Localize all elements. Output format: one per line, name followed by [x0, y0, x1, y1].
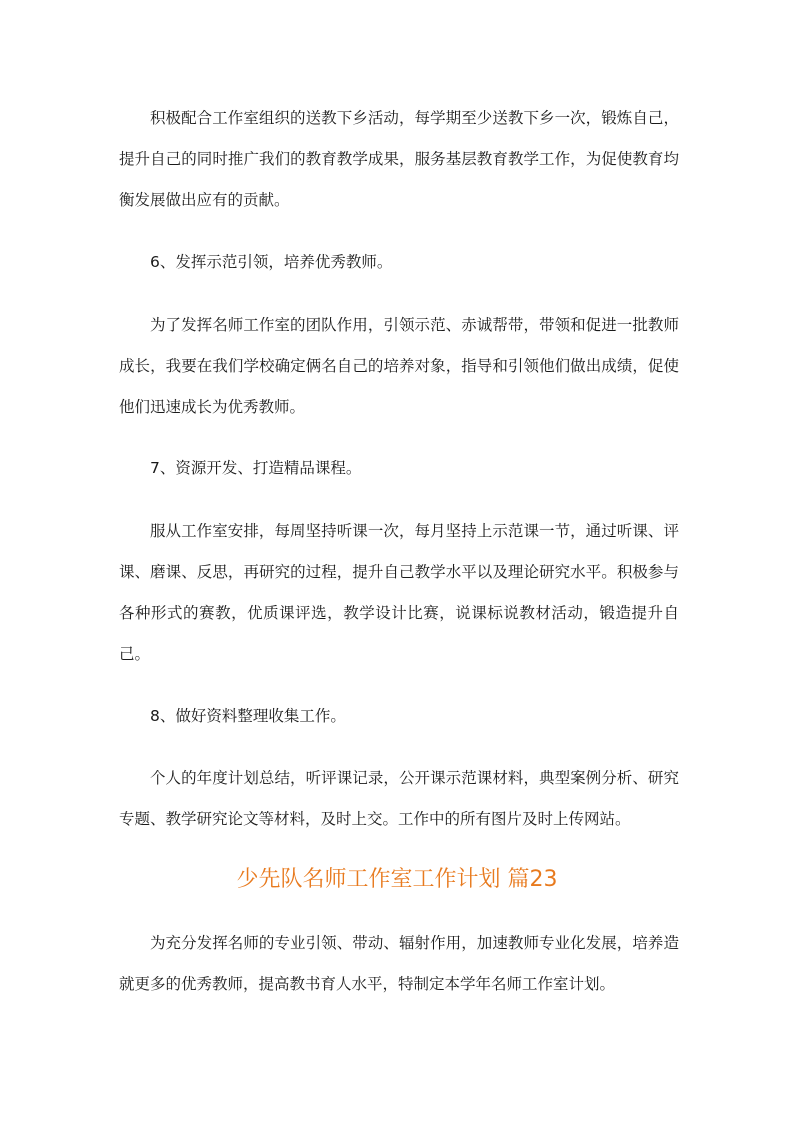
heading-item-8: 8、做好资料整理收集工作。	[150, 707, 346, 725]
paragraph-outreach: 积极配合工作室组织的送教下乡活动，每学期至少送教下乡一次，锻炼自己，提升自己的同时推广我们的教育教学成果，服务基层教育教学工作，为促使教育均衡发展做出应有的贡献。	[119, 109, 679, 209]
heading-item-6: 6、发挥示范引领，培养优秀教师。	[150, 253, 393, 271]
section-title: 少先队名师工作室工作计划 篇23	[236, 867, 558, 892]
paragraph-courses: 服从工作室安排，每周坚持听课一次，每月坚持上示范课一节，通过听课、评课、磨课、反思，再研究的过程，提升自己教学水平以及理论研究水平。积极参与各种形式的赛教，优质课评选，教学设计比赛，说课标说教材活动，锻造提升自己。	[119, 522, 679, 663]
paragraph-materials: 个人的年度计划总结，听评课记录，公开课示范课材料，典型案例分析、研究专题、教学研究论文等材料，及时上交。工作中的所有图片及时上传网站。	[119, 769, 679, 828]
paragraph-mentoring: 为了发挥名师工作室的团队作用，引领示范、赤诚帮带，带领和促进一批教师成长，我要在我们学校确定俩名自己的培养对象，指导和引领他们做出成绩，促使他们迅速成长为优秀教师。	[119, 316, 679, 416]
heading-item-7: 7、资源开发、打造精品课程。	[150, 459, 362, 477]
paragraph-intro: 为充分发挥名师的专业引领、带动、辐射作用，加速教师专业化发展，培养造就更多的优秀教师，提高教书育人水平，特制定本学年名师工作室计划。	[119, 934, 679, 993]
